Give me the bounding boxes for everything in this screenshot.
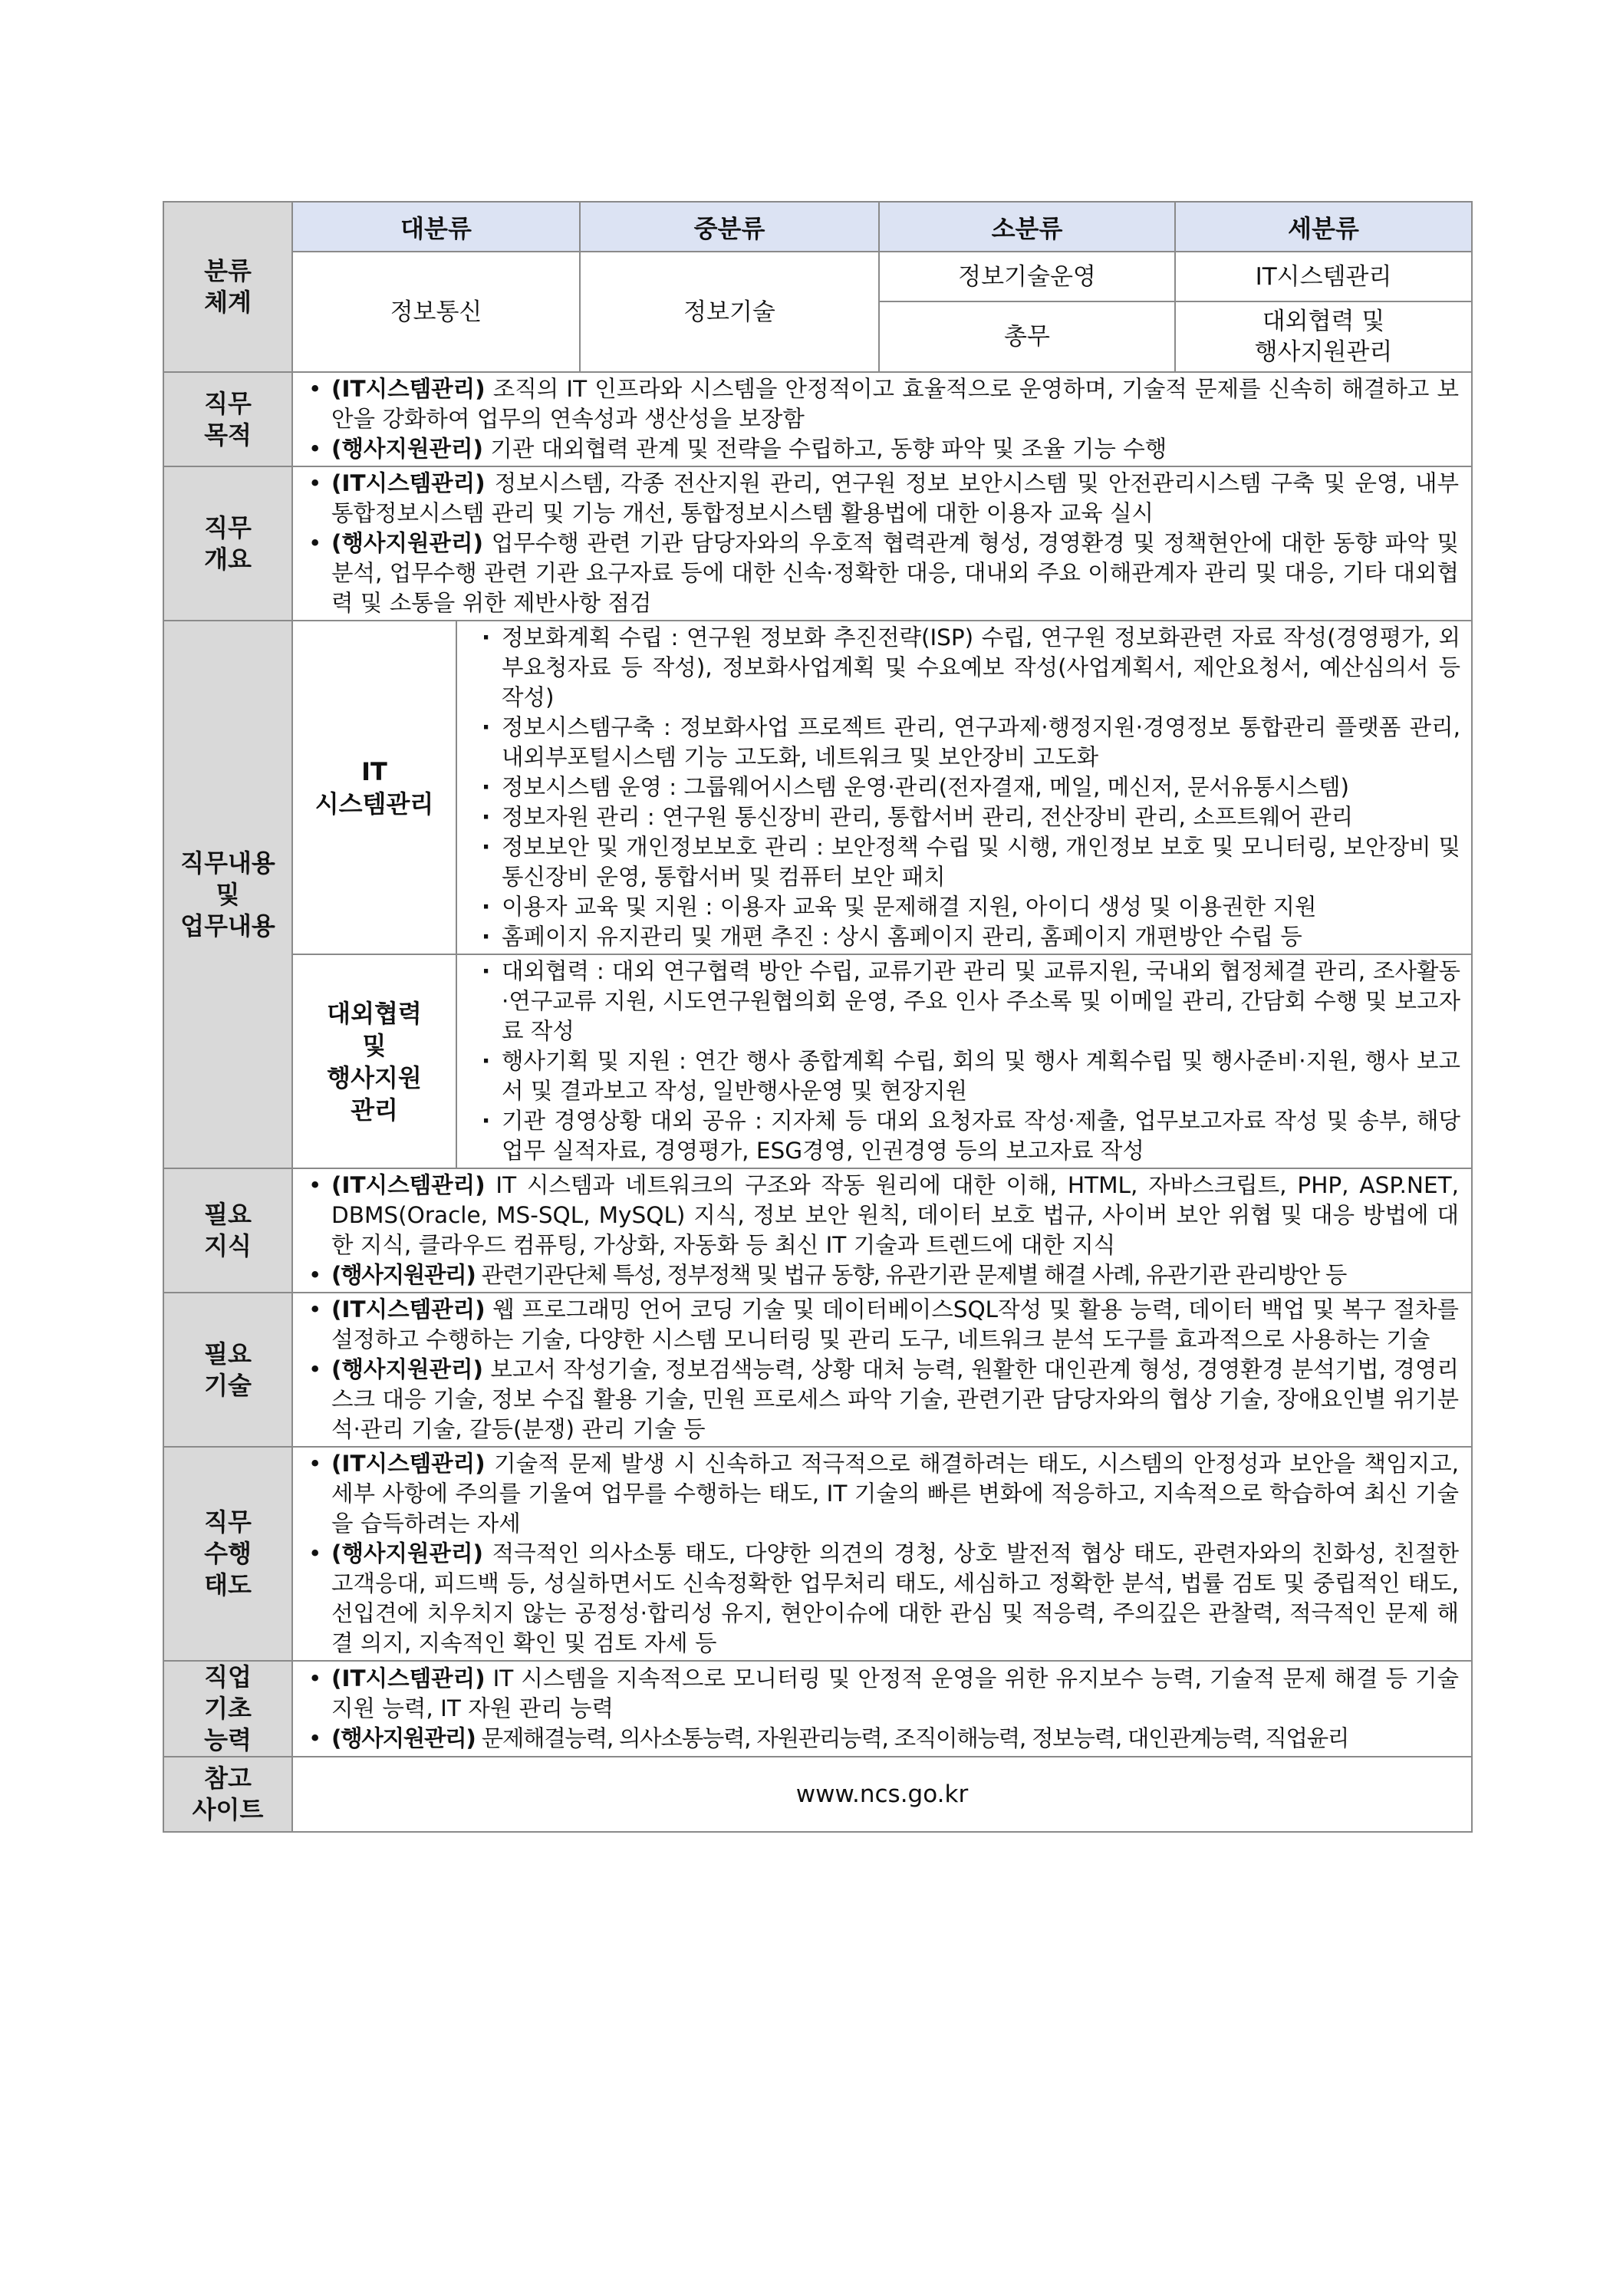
- skills-label: 필요 기술: [163, 1293, 292, 1447]
- classification-label: 분류 체계: [163, 202, 292, 372]
- list-item: · 정보시스템 운영 : 그룹웨어시스템 운영·관리(전자결재, 메일, 메신저, 문서유통시스템): [468, 772, 1460, 802]
- list-item: · 홈페이지 유지관리 및 개편 추진 : 상시 홈페이지 관리, 홈페이지 개편방안 수립 등: [468, 922, 1460, 952]
- header-detail: 세분류: [1175, 202, 1472, 252]
- ext-duties-content: [456, 954, 1472, 1168]
- attitude-content: [292, 1447, 1472, 1661]
- list-item: · 대외협력 : 대외 연구협력 방안 수립, 교류기관 관리 및 교류지원, 국내외 협정체결 관리, 조사활동·연구교류 지원, 시도연구원협의회 운영, 주요 인사 주소록 및 이메일 관리, 간담회 수행 및 보고자료 작성: [468, 957, 1460, 1046]
- attitude-label: 직무 수행 태도: [163, 1447, 292, 1661]
- header-middle: 중분류: [580, 202, 879, 252]
- list-item: · 정보화계획 수립 : 연구원 정보화 추진전략(ISP) 수립, 연구원 정보화관련 자료 작성(경영평가, 외부요청자료 등 작성), 정보화사업계획 및 수요예보 작성(사업계획서, 제안요청서, 예산심의서 등 작성): [468, 623, 1460, 713]
- header-minor: 소분류: [879, 202, 1175, 252]
- list-item: • (행사지원관리) 문제해결능력, 의사소통능력, 자원관리능력, 조직이해능력, 정보능력, 대인관계능력, 직업윤리: [304, 1724, 1459, 1754]
- overview-content: [292, 466, 1472, 621]
- detail-value-1: IT시스템관리: [1175, 252, 1472, 301]
- list-item: · 정보보안 및 개인정보보호 관리 : 보안정책 수립 및 시행, 개인정보 보호 및 모니터링, 보안장비 및 통신장비 운영, 통합서버 및 컴퓨터 보안 패치: [468, 832, 1460, 892]
- list-item: • (행사지원관리) 적극적인 의사소통 태도, 다양한 의견의 경청, 상호 발전적 협상 태도, 관련자와의 친화성, 친절한 고객응대, 피드백 등, 성실하면서도 신속정확한 업무처리 태도, 세심하고 정확한 분석, 법률 검토 및 중립적인 태도, 선입견에 치우치지 않는 공정성·합리성 유지, 현안이슈에 대한 관심 및 적응력, 주의깊은 관찰력, 적극적인 문제 해결 의지, 지속적인 확인 및 검토 자세 등: [304, 1539, 1459, 1659]
- list-item: · 이용자 교육 및 지원 : 이용자 교육 및 문제해결 지원, 아이디 생성 및 이용권한 지원: [468, 892, 1460, 922]
- overview-label: 직무 개요: [163, 466, 292, 621]
- middle-value: 정보기술: [580, 252, 879, 372]
- list-item: • (IT시스템관리) 조직의 IT 인프라와 시스템을 안정적이고 효율적으로 운영하며, 기술적 문제를 신속히 해결하고 보안을 강화하여 업무의 연속성과 생산성을 보장함: [304, 374, 1459, 434]
- list-item: • (IT시스템관리) 정보시스템, 각종 전산지원 관리, 연구원 정보 보안시스템 및 안전관리시스템 구축 및 운영, 내부 통합정보시스템 관리 및 기능 개선, 통합정보시스템 활용법에 대한 이용자 교육 실시: [304, 469, 1459, 529]
- knowledge-content: [292, 1168, 1472, 1293]
- list-item: • (IT시스템관리) 기술적 문제 발생 시 신속하고 적극적으로 해결하려는 태도, 시스템의 안정성과 보안을 책임지고, 세부 사항에 주의를 기울여 업무를 수행하는 태도, IT 기술의 빠른 변화에 적응하고, 지속적으로 학습하여 최신 기술을 습득하려는 자세: [304, 1449, 1459, 1539]
- list-item: • (IT시스템관리) IT 시스템을 지속적으로 모니터링 및 안정적 운영을 위한 유지보수 능력, 기술적 문제 해결 등 기술 지원 능력, IT 자원 관리 능력: [304, 1664, 1459, 1724]
- ext-subcategory-label: 대외협력 및 행사지원 관리: [292, 954, 456, 1168]
- job-description-table: [163, 201, 1473, 1833]
- it-subcategory-label: IT 시스템관리: [292, 621, 456, 954]
- reference-label: 참고 사이트: [163, 1757, 292, 1832]
- major-value: 정보통신: [292, 252, 580, 372]
- knowledge-label: 필요 지식: [163, 1168, 292, 1293]
- list-item: · 정보시스템구축 : 정보화사업 프로젝트 관리, 연구과제·행정지원·경영정보 통합관리 플랫폼 관리, 내외부포털시스템 기능 고도화, 네트워크 및 보안장비 고도화: [468, 713, 1460, 772]
- minor-value-1: 정보기술운영: [879, 252, 1175, 301]
- skills-content: [292, 1293, 1472, 1447]
- list-item: • (행사지원관리) 업무수행 관련 기관 담당자와의 우호적 협력관계 형성, 경영환경 및 정책현안에 대한 동향 파악 및 분석, 업무수행 관련 기관 요구자료 등에 대한 신속·정확한 대응, 대내외 주요 이해관계자 관리 및 대응, 기타 대외협력 및 소통을 위한 제반사항 점검: [304, 529, 1459, 618]
- minor-value-2: 총무: [879, 301, 1175, 372]
- list-item: • (행사지원관리) 보고서 작성기술, 정보검색능력, 상황 대처 능력, 원활한 대인관계 형성, 경영환경 분석기법, 경영리스크 대응 기술, 정보 수집 활용 기술, 민원 프로세스 파악 기술, 관련기관 담당자와의 협상 기술, 장애요인별 위기분석·관리 기술, 갈등(분쟁) 관리 기술 등: [304, 1355, 1459, 1444]
- header-major: 대분류: [292, 202, 580, 252]
- competency-label: 직업 기초 능력: [163, 1661, 292, 1757]
- detail-value-2: 대외협력 및 행사지원관리: [1175, 301, 1472, 372]
- list-item: · 기관 경영상황 대외 공유 : 지자체 등 대외 요청자료 작성·제출, 업무보고자료 작성 및 송부, 해당 업무 실적자료, 경영평가, ESG경영, 인권경영 등의 보고자료 작성: [468, 1106, 1460, 1166]
- purpose-content: [292, 372, 1472, 466]
- list-item: • (IT시스템관리) IT 시스템과 네트워크의 구조와 작동 원리에 대한 이해, HTML, 자바스크립트, PHP, ASP.NET, DBMS(Oracle, MS-SQL, MySQL) 지식, 정보 보안 원칙, 데이터 보호 법규, 사이버 보안 위협 및 대응 방법에 대한 지식, 클라우드 컴퓨팅, 가상화, 자동화 등 최신 IT 기술과 트렌드에 대한 지식: [304, 1171, 1459, 1260]
- duties-label: 직무내용 및 업무내용: [163, 621, 292, 1168]
- reference-url: www.ncs.go.kr: [292, 1757, 1472, 1832]
- list-item: • (행사지원관리) 기관 대외협력 관계 및 전략을 수립하고, 동향 파악 및 조율 기능 수행: [304, 434, 1459, 464]
- list-item: • (IT시스템관리) 웹 프로그래밍 언어 코딩 기술 및 데이터베이스SQL작성 및 활용 능력, 데이터 백업 및 복구 절차를 설정하고 수행하는 기술, 다양한 시스템 모니터링 및 관리 도구, 네트워크 분석 도구를 효과적으로 사용하는 기술: [304, 1295, 1459, 1355]
- it-duties-content: [456, 621, 1472, 954]
- list-item: · 정보자원 관리 : 연구원 통신장비 관리, 통합서버 관리, 전산장비 관리, 소프트웨어 관리: [468, 802, 1460, 832]
- list-item: · 행사기획 및 지원 : 연간 행사 종합계획 수립, 회의 및 행사 계획수립 및 행사준비·지원, 행사 보고서 및 결과보고 작성, 일반행사운영 및 현장지원: [468, 1046, 1460, 1106]
- purpose-label: 직무 목적: [163, 372, 292, 466]
- competency-content: [292, 1661, 1472, 1757]
- list-item: • (행사지원관리) 관련기관단체 특성, 정부정책 및 법규 동향, 유관기관 문제별 해결 사례, 유관기관 관리방안 등: [304, 1260, 1459, 1290]
